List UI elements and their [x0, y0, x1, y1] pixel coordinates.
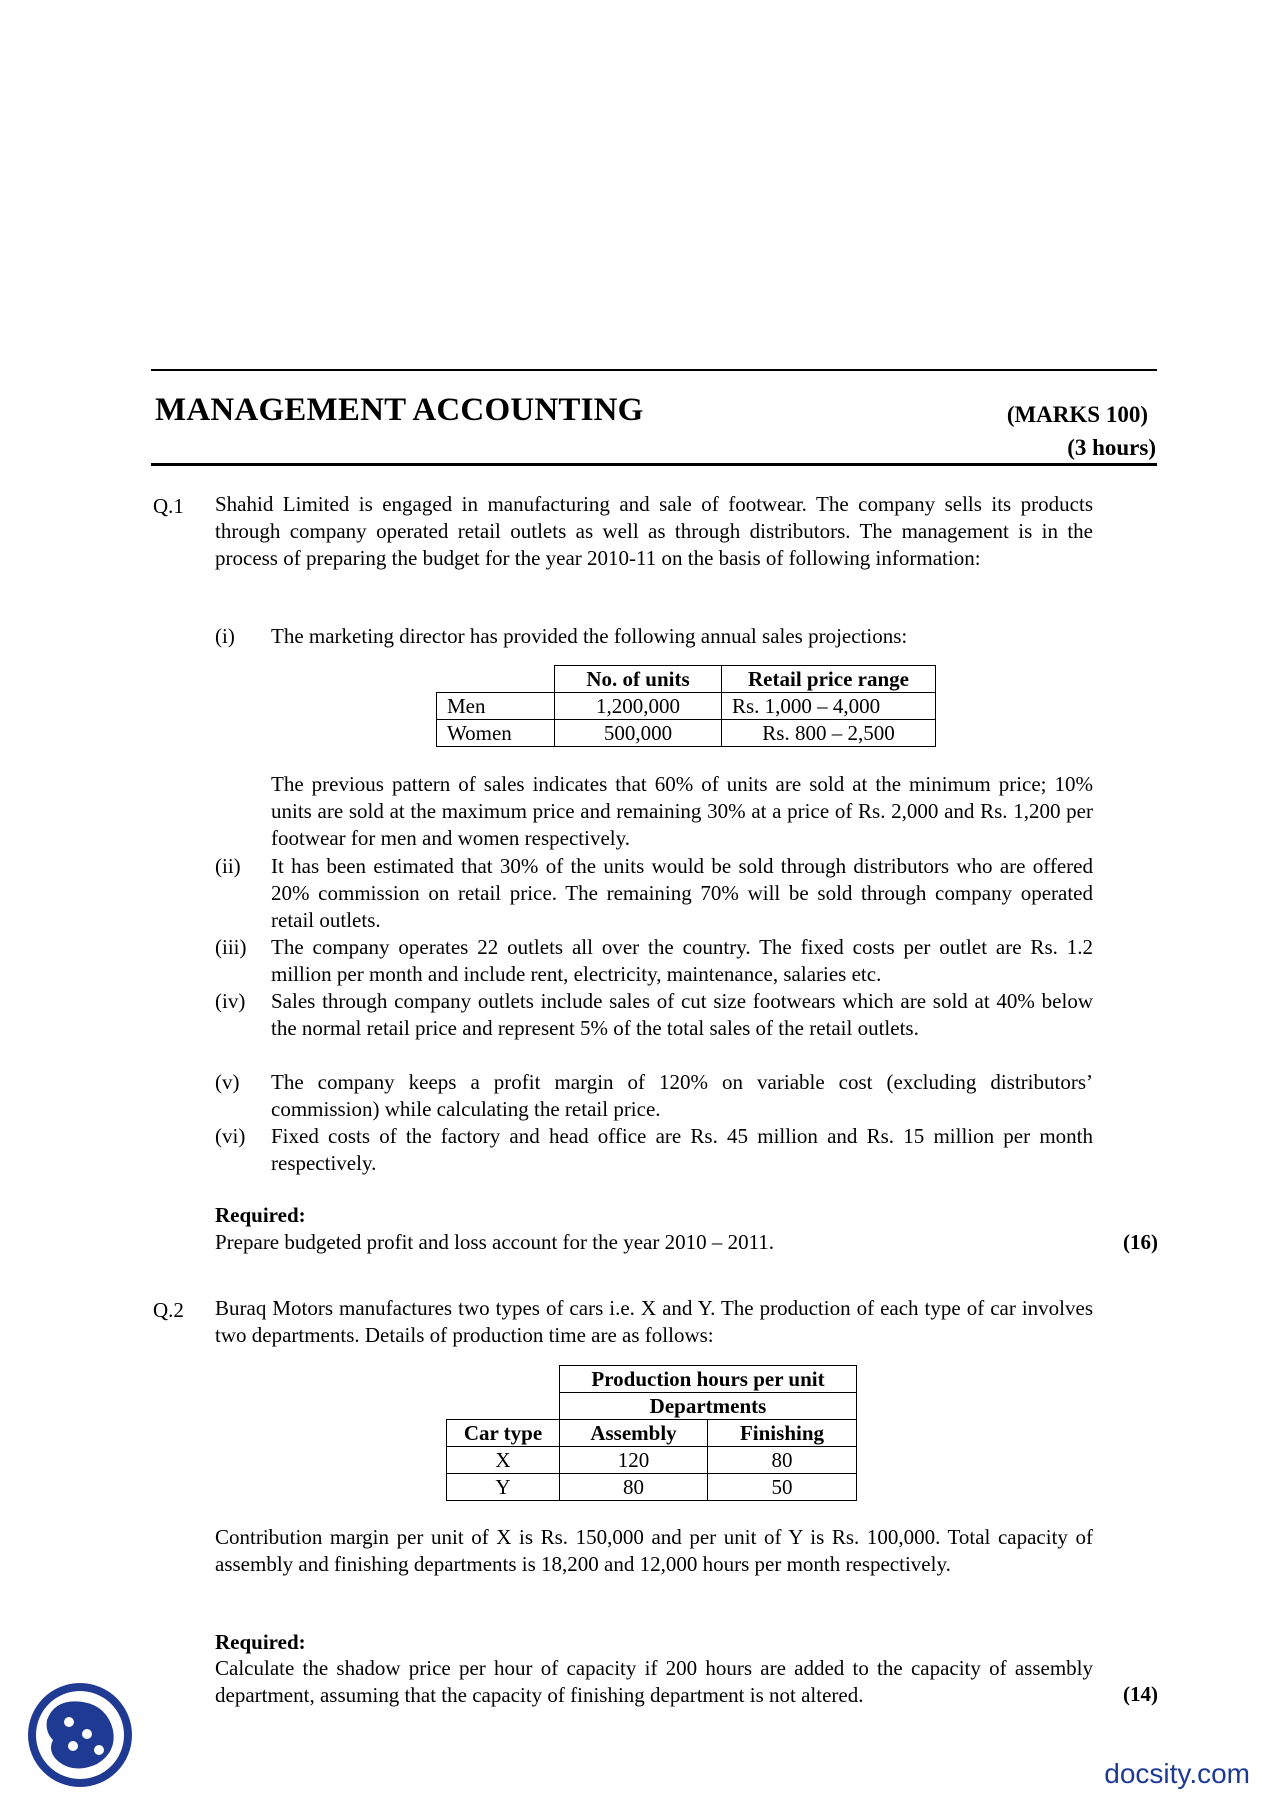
q1-required-text: Prepare budgeted profit and loss account for the year 2010 – 2011. [215, 1230, 775, 1254]
car-type-cell: X [447, 1447, 560, 1474]
q2-number: Q.2 [153, 1298, 184, 1322]
total-marks: (MARKS 100) [1006, 402, 1148, 427]
q1-item-iv [215, 988, 1093, 1042]
car-type-cell: Y [447, 1474, 560, 1501]
item-number: (i) [215, 624, 235, 648]
table-row [437, 720, 936, 747]
q1-item-ii [215, 853, 1093, 934]
q2-required-text: Calculate the shadow price per hour of capacity if 200 hours are added to the capacity of assembly department, assuming that the capacity of finishing department is not altered. [215, 1656, 1093, 1707]
row-label: Men [437, 693, 555, 720]
units-cell: 1,200,000 [555, 693, 722, 720]
q2-marks: (14) [1123, 1682, 1158, 1706]
table-header-cell: Finishing [708, 1420, 857, 1447]
q2-required-label: Required: [215, 1630, 306, 1654]
sales-projection-table [436, 665, 936, 747]
item-text: Sales through company outlets include sales of cut size footwears which are sold at 40% below the normal retail price and represent 5% of the total sales of the retail outlets. [271, 989, 1093, 1040]
table-header-cell: Production hours per unit [560, 1366, 857, 1393]
q1-number: Q.1 [153, 494, 184, 518]
assembly-hours-cell: 120 [560, 1447, 708, 1474]
table-header-cell: Retail price range [722, 666, 936, 693]
price-range-cell: Rs. 1,000 – 4,000 [722, 693, 936, 720]
table-row [447, 1474, 857, 1501]
q2-intro: Buraq Motors manufactures two types of cars i.e. X and Y. The production of each type of car involves two departments. Details of production time are as follows: [215, 1296, 1093, 1347]
q1-item-iii [215, 934, 1093, 988]
table-header-row [447, 1366, 857, 1393]
logo-dot [82, 1729, 92, 1739]
table-header-row [447, 1393, 857, 1420]
table-corner [447, 1393, 560, 1420]
logo-dot [68, 1741, 78, 1751]
q2-contribution-text: Contribution margin per unit of X is Rs. 150,000 and per unit of Y is Rs. 100,000. Total capacity of assembly and finishing departments is 18,200 and 12,000 hours per month respectively. [215, 1525, 1093, 1576]
table-corner [447, 1366, 560, 1393]
item-text: The marketing director has provided the following annual sales projections: [271, 624, 908, 648]
q1-required-label: Required: [215, 1203, 306, 1227]
item-text: The company operates 22 outlets all over the country. The fixed costs per outlet are Rs. 1.2 million per month and include rent, electricity, maintenance, salaries etc. [271, 935, 1093, 986]
q1-intro: Shahid Limited is engaged in manufacturing and sale of footwear. The company sells its products through company operated retail outlets as well as through distributors. The management is in the process of preparing the budget for the year 2010-11 on the basis of following information: [215, 492, 1093, 570]
price-range-cell: Rs. 800 – 2,500 [722, 720, 936, 747]
table-corner [437, 666, 555, 693]
item-number: (iii) [215, 935, 247, 959]
table-header-cell: No. of units [555, 666, 722, 693]
production-hours-table [446, 1365, 857, 1501]
item-number: (iv) [215, 989, 246, 1013]
table-row [437, 693, 936, 720]
header-top-rule [151, 369, 1157, 371]
item-number: (v) [215, 1070, 240, 1094]
item-text: Fixed costs of the factory and head office are Rs. 45 million and Rs. 15 million per month respectively. [271, 1124, 1093, 1175]
docsity-logo-icon[interactable] [25, 1680, 135, 1790]
finishing-hours-cell: 50 [708, 1474, 857, 1501]
table-subheader-cell: Departments [560, 1393, 857, 1420]
q1-marks: (16) [1123, 1230, 1158, 1254]
q1-item-i [215, 623, 1093, 650]
page-title: MANAGEMENT ACCOUNTING [155, 392, 644, 428]
table-header-row [437, 666, 936, 693]
logo-dot [64, 1717, 74, 1727]
row-label: Women [437, 720, 555, 747]
item-number: (vi) [215, 1124, 246, 1148]
q1-pattern-text: The previous pattern of sales indicates that 60% of units are sold at the minimum price; 10% units are sold at the maximum price and remaining 30% at a price of Rs. 2,000 and Rs. 1,200 per footwear for men and women respectively. [271, 772, 1093, 850]
header-bottom-rule [151, 463, 1157, 466]
table-header-row [447, 1420, 857, 1447]
units-cell: 500,000 [555, 720, 722, 747]
table-row [447, 1447, 857, 1474]
item-number: (ii) [215, 854, 241, 878]
item-text: The company keeps a profit margin of 120% on variable cost (excluding distributors’ commission) while calculating the retail price. [271, 1070, 1093, 1121]
item-text: It has been estimated that 30% of the units would be sold through distributors who are offered 20% commission on retail price. The remaining 70% will be sold through company operated retail outlets. [271, 854, 1093, 932]
docsity-brand-link[interactable]: docsity.com [1104, 1758, 1250, 1789]
table-header-cell: Assembly [560, 1420, 708, 1447]
q1-item-vi [215, 1123, 1093, 1177]
table-header-cell: Car type [447, 1420, 560, 1447]
assembly-hours-cell: 80 [560, 1474, 708, 1501]
exam-duration: (3 hours) [1067, 435, 1156, 460]
logo-dot [94, 1745, 104, 1755]
q1-item-v [215, 1069, 1093, 1123]
finishing-hours-cell: 80 [708, 1447, 857, 1474]
